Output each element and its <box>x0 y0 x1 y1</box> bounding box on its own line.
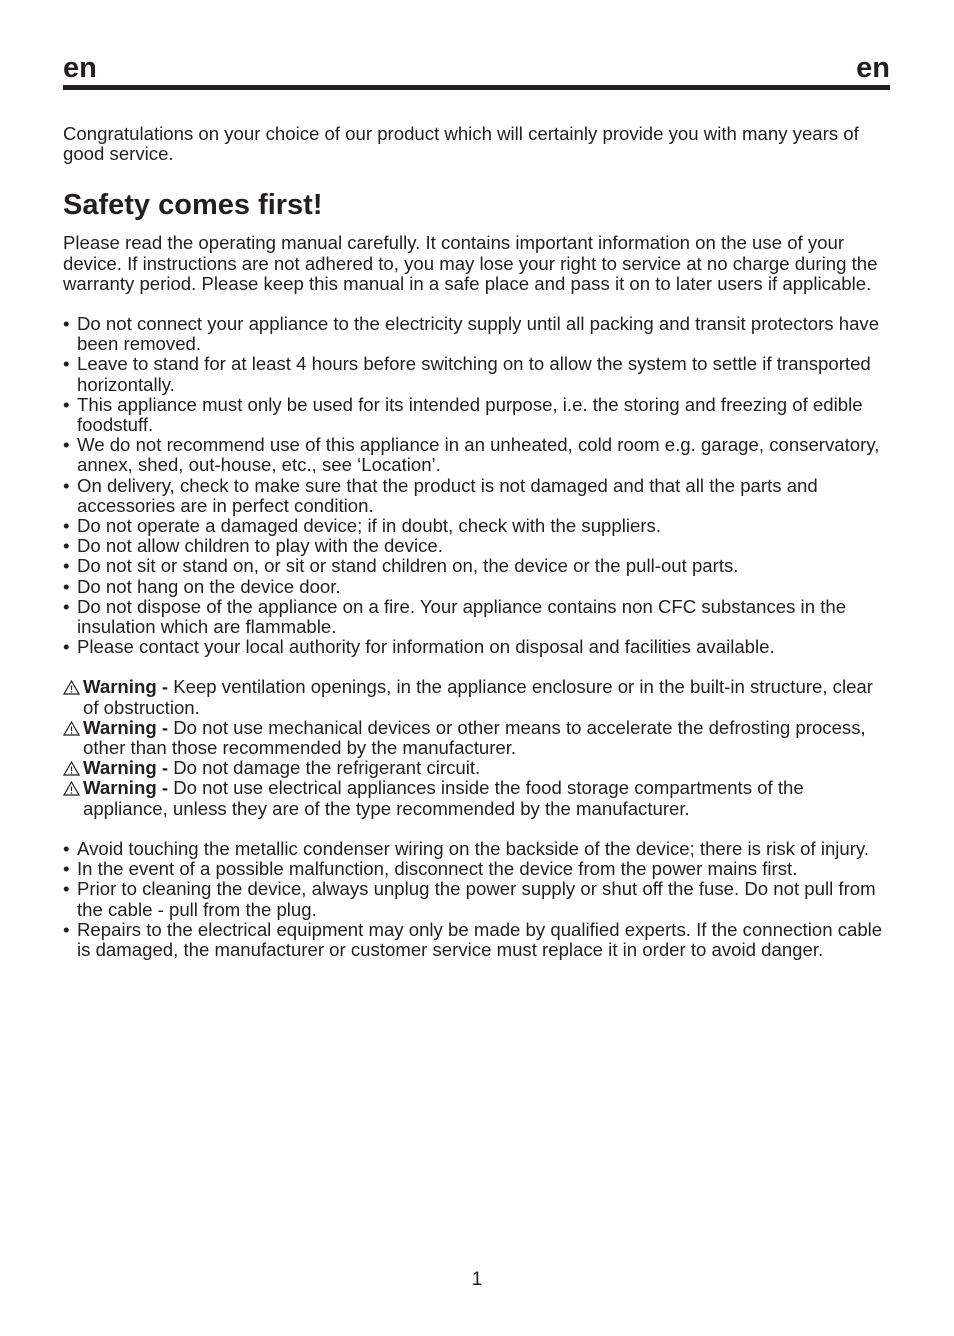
warning-item <box>63 778 893 818</box>
bullet-icon: • <box>63 636 70 658</box>
warning-text: Do not damage the refrigerant circuit. <box>168 757 481 779</box>
bullet-item <box>63 920 893 960</box>
bullet-text: Do not connect your appliance to the electricity supply until all packing and transit protectors have been removed. <box>77 313 880 355</box>
page-number: 1 <box>471 1269 483 1290</box>
bullet-item <box>63 637 893 657</box>
safety-bullet-list <box>63 314 893 657</box>
intro-text: Congratulations on your choice of our product which will certainly provide you with many years of good service. <box>63 123 859 165</box>
bullet-item <box>63 395 893 435</box>
warning-item <box>63 677 893 717</box>
language-label-right: en <box>856 52 890 84</box>
bullet-item <box>63 435 893 475</box>
bullet-item <box>63 839 893 859</box>
bullet-item <box>63 536 893 556</box>
bullet-item <box>63 879 893 919</box>
bullet-icon: • <box>63 837 70 859</box>
bullet-item <box>63 556 893 576</box>
bullet-item <box>63 516 893 536</box>
bullet-item <box>63 859 893 879</box>
bullet-icon: • <box>63 858 70 880</box>
bullet-text: Please contact your local authority for information on disposal and facilities available. <box>77 636 775 658</box>
page-content <box>63 124 893 960</box>
bullet-item <box>63 354 893 394</box>
warning-triangle-icon <box>63 721 80 736</box>
bullet-icon: • <box>63 555 70 577</box>
bullet-text: On delivery, check to make sure that the product is not damaged and that all the parts and accessories are in perfect condition. <box>77 474 818 516</box>
bullet-text: In the event of a possible malfunction, disconnect the device from the power mains first. <box>77 858 798 880</box>
bullet-item <box>63 314 893 354</box>
warning-triangle-icon <box>63 761 80 776</box>
bullet-item <box>63 476 893 516</box>
bullet-text: This appliance must only be used for its intended purpose, i.e. the storing and freezing of edible foodstuff. <box>77 393 863 436</box>
warning-text: Do not use electrical appliances inside the food storage compartments of the appliance, unless they are of the type recommended by the manufacturer. <box>83 777 804 819</box>
bullet-text: Avoid touching the metallic condenser wiring on the backside of the device; there is risk of injury. <box>77 837 870 859</box>
bullet-text: Do not hang on the device door. <box>77 575 341 597</box>
warning-label: Warning - <box>83 716 169 738</box>
warning-triangle-icon <box>63 781 80 796</box>
bullet-item <box>63 577 893 597</box>
warning-item <box>63 718 893 758</box>
bullet-text: Leave to stand for at least 4 hours before switching on to allow the system to settle if transported horizontally. <box>77 353 871 395</box>
bullet-icon: • <box>63 474 70 496</box>
bullet-icon: • <box>63 313 70 335</box>
bullet-icon: • <box>63 918 70 940</box>
bullet-text: Do not sit or stand on, or sit or stand children on, the device or the pull-out parts. <box>77 555 739 577</box>
bullet-icon: • <box>63 393 70 415</box>
bullet-text: Repairs to the electrical equipment may only be made by qualified experts. If the connection cable is damaged, the manufacturer or customer service must replace it in order to avoid danger. <box>77 918 883 960</box>
bullet-icon: • <box>63 878 70 900</box>
intro-paragraph: Please read the operating manual carefully. It contains important information on the use of your device. If instructions are not adhered to, you may lose your right to service at no charge during the warranty period. Please keep this manual in a safe place and pass it on to later users if applicable. <box>63 232 878 294</box>
bullet-item <box>63 597 893 637</box>
warning-triangle-icon <box>63 680 80 695</box>
warning-item <box>63 758 893 778</box>
page-title: Safety comes first! <box>63 189 323 222</box>
warning-label: Warning - <box>83 777 169 799</box>
warning-label: Warning - <box>83 676 169 698</box>
bullet-icon: • <box>63 353 70 375</box>
bullet-icon: • <box>63 515 70 537</box>
bullet-icon: • <box>63 535 70 557</box>
bullet-icon: • <box>63 595 70 617</box>
bullet-text: Prior to cleaning the device, always unplug the power supply or shut off the fuse. Do not pull from the cable - pull from the plug. <box>77 878 876 920</box>
warning-label: Warning - <box>83 757 169 779</box>
warning-text: Keep ventilation openings, in the appliance enclosure or in the built-in structure, clear of obstruction. <box>83 676 873 718</box>
warning-text: Do not use mechanical devices or other means to accelerate the defrosting process, other than those recommended by the manufacturer. <box>83 716 866 759</box>
warning-list <box>63 677 893 818</box>
bullet-text: Do not operate a damaged device; if in doubt, check with the suppliers. <box>77 515 661 537</box>
bullet-text: Do not dispose of the appliance on a fire. Your appliance contains non CFC substances in the insulation which are flammable. <box>77 595 847 638</box>
safety-bullet-list-2 <box>63 839 893 960</box>
bullet-icon: • <box>63 434 70 456</box>
page-header <box>63 52 890 90</box>
header-rule <box>63 85 890 90</box>
bullet-text: Do not allow children to play with the device. <box>77 535 443 557</box>
language-label-left: en <box>63 52 97 84</box>
bullet-icon: • <box>63 575 70 597</box>
bullet-text: We do not recommend use of this appliance in an unheated, cold room e.g. garage, conservatory, annex, shed, out-house, etc., see ‘Location’. <box>77 434 880 476</box>
